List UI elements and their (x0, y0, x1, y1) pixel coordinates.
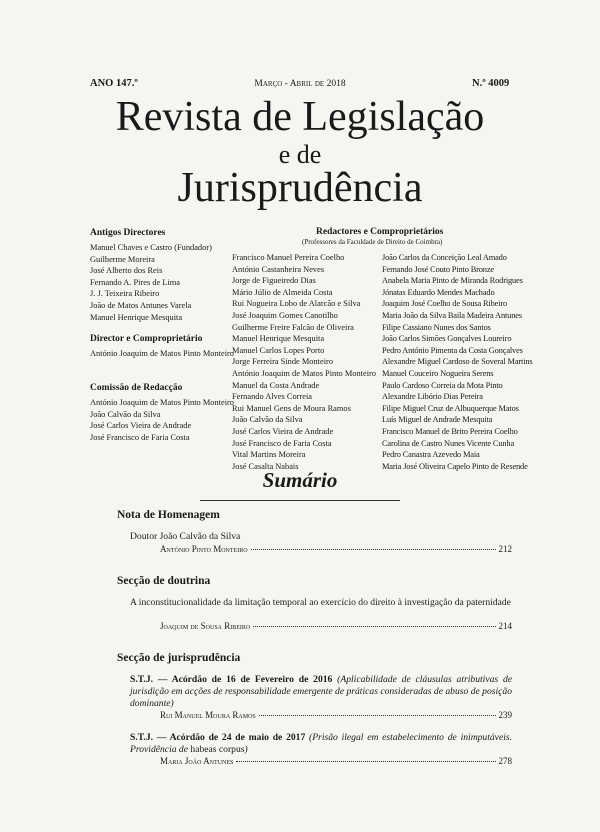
journal-title-line2: e de (278, 140, 322, 169)
person-name: José Carlos Vieira de Andrade (232, 426, 334, 436)
person-name: Jorge Ferreira Sinde Monteiro (232, 357, 334, 367)
person-name: José Joaquim Gomes Canotilho (232, 310, 338, 320)
person-name: Guilherme Moreira (90, 254, 155, 264)
person-name: João Carlos Simões Gonçalves Loureiro (382, 334, 512, 344)
person-name: João Calvão da Silva (90, 409, 161, 419)
person-name: Rui Nogueira Lobo de Alarcão e Silva (232, 299, 361, 309)
person-name: Fernando A. Pires de Lima (90, 277, 181, 287)
homenagem-entry-title: Doutor João Calvão da Silva (130, 531, 241, 542)
person-name: Francisco Manuel de Brito Pereira Coelho (382, 426, 518, 436)
person-name: Anabela Maria Pinto de Miranda Rodrigues (382, 276, 523, 286)
person-name: Manuel da Costa Andrade (232, 380, 320, 390)
doutrina-entry-title: A inconstitucionalidade da limitação temporal ao exercício do direito à investigação da paternidade (130, 597, 511, 608)
leader-dots (236, 761, 495, 762)
acordao-2017-title: S.T.J. — Acórdão de 24 de maio de 2017 (Prisão ilegal em estabelecimento de inimputáveis. Providência de habeas corpus) (130, 732, 512, 755)
redactores-col2 (382, 252, 533, 472)
person-name: Jorge de Figueiredo Dias (232, 276, 316, 286)
person-name: Manuel Couceiro Nogueira Serens (382, 368, 494, 378)
person-name: Manuel Henrique Mesquita (90, 312, 183, 322)
person-name: João de Matos Antunes Varela (90, 300, 192, 310)
person-name: Jónatas Eduardo Mendes Machado (382, 287, 495, 297)
jurisprudencia-heading: Secção de jurisprudência (117, 652, 241, 664)
person-name: José Francisco de Faria Costa (90, 432, 190, 442)
person-name: Manuel Henrique Mesquita (232, 334, 325, 344)
nota-homenagem-heading: Nota de Homenagem (117, 509, 220, 521)
leader-dots (253, 626, 495, 627)
entry-author: Rui Manuel Moura Ramos (160, 710, 256, 720)
issue-number: N.º 4009 (472, 78, 510, 89)
person-name: Filipe Miguel Cruz de Albuquerque Matos (382, 403, 519, 413)
person-name: Francisco Manuel Pereira Coelho (232, 253, 345, 262)
person-name: Carolina de Castro Nunes Vicente Cunha (382, 438, 515, 448)
person-name: Pedro Canastra Azevedo Maia (382, 450, 480, 460)
entry-page: 214 (498, 621, 512, 631)
person-name: José Alberto dos Reis (90, 266, 163, 276)
doutrina-entry (160, 621, 512, 631)
person-name: José Francisco de Faria Costa (232, 438, 332, 448)
antigos-heading: Antigos Directores (90, 228, 166, 238)
leader-dots (259, 715, 496, 716)
person-name: Rui Manuel Gens de Moura Ramos (232, 403, 351, 413)
journal-title-line3: Jurisprudência (177, 165, 423, 211)
comissao-list (90, 397, 234, 443)
person-name: José Casalta Nabais (232, 461, 299, 471)
director-heading: Director e Comproprietário (90, 334, 203, 344)
director-list (90, 348, 234, 360)
redactores-subheading: (Professores da Faculdade de Direito de Coimbra) (302, 238, 443, 246)
person-name: Vital Martins Moreira (232, 450, 306, 460)
person-name: Alexandre Libório Dias Pereira (382, 392, 483, 402)
leader-dots (251, 549, 496, 550)
entry-page: 212 (498, 544, 512, 554)
person-name: Guilherme Freire Falcão de Oliveira (232, 322, 354, 332)
entry-author: António Pinto Monteiro (160, 544, 248, 554)
person-name: Luís Miguel de Andrade Mesquita (382, 415, 493, 425)
entry-page: 239 (498, 710, 512, 720)
doutrina-heading: Secção de doutrina (117, 575, 211, 587)
entry-author: Maria João Antunes (160, 756, 234, 766)
person-name: João Carlos da Conceição Leal Amado (382, 253, 507, 262)
person-name: J. J. Teixeira Ribeiro (90, 289, 160, 299)
person-name: José Carlos Vieira de Andrade (90, 421, 192, 431)
redactores-col1 (232, 252, 376, 472)
person-name: Manuel Chaves e Castro (Fundador) (90, 243, 212, 252)
person-name: Fernando Alves Correia (232, 392, 313, 402)
person-name: Paulo Cardoso Correia da Mota Pinto (382, 380, 503, 390)
person-name: António Joaquim de Matos Pinto Monteiro (90, 349, 234, 358)
person-name: António Castanheira Neves (232, 264, 325, 274)
entry-author: Joaquim de Sousa Ribeiro (160, 621, 251, 631)
issue-date: Março - Abril de 2018 (254, 79, 346, 89)
homenagem-entry (160, 544, 512, 554)
volume-year: ANO 147.º (90, 78, 138, 89)
person-name: João Calvão da Silva (232, 415, 303, 425)
person-name: Alexandre Miguel Cardoso de Soveral Martins (382, 357, 533, 367)
person-name: Joaquim José Coelho de Sousa Ribeiro (382, 299, 508, 309)
sumario-rule (200, 500, 400, 501)
antigos-list (90, 242, 212, 323)
comissao-heading: Comissão de Redacção (90, 383, 183, 393)
sumario-title: Sumário (262, 468, 338, 492)
redactores-heading: Redactores e Comproprietários (316, 227, 444, 237)
acordao-2017-entry (160, 756, 512, 766)
person-name: António Joaquim de Matos Pinto Monteiro (232, 368, 376, 378)
person-name: Filipe Cassiano Nunes dos Santos (382, 322, 491, 332)
person-name: Pedro António Pimenta da Costa Gonçalves (382, 345, 523, 355)
person-name: Fernando José Couto Pinto Bronze (382, 264, 494, 274)
acordao-2016-entry (160, 710, 512, 720)
entry-page: 278 (498, 756, 512, 766)
person-name: António Joaquim de Matos Pinto Monteiro (90, 398, 234, 407)
person-name: Mário Júlio de Almeida Costa (232, 287, 333, 297)
acordao-2016-title: S.T.J. — Acórdão de 16 de Fevereiro de 2016 (Aplicabilidade de cláusulas atributivas de jurisdição em acções de responsabilidade emergente de práticas consideradas de abuso de posição dominante) (130, 674, 512, 709)
person-name: Maria José Oliveira Capelo Pinto de Resende (382, 461, 528, 471)
person-name: Manuel Carlos Lopes Porto (232, 345, 325, 355)
journal-title-line1: Revista de Legislação (115, 94, 485, 140)
person-name: Maria João da Silva Baila Madeira Antunes (382, 310, 522, 320)
